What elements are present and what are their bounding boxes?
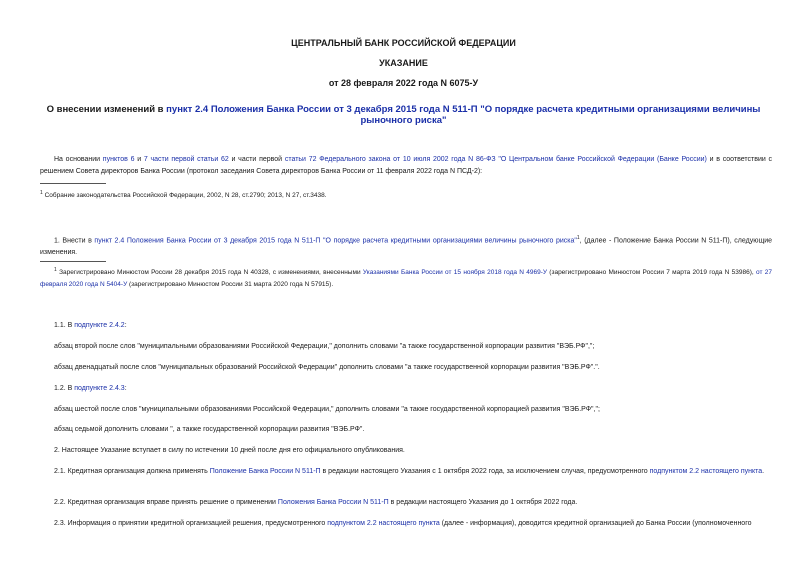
- item-2-1: [40, 466, 772, 478]
- link-subpoint-2-4-3[interactable]: подпункте 2.4.3: [74, 385, 125, 392]
- item-1-2-paragraph-a: абзац шестой после слов "муниципальными образованиями Российской Федерации," дополнить словами "а также государственной корпорацией развития "ВЭБ.РФ",";: [54, 406, 600, 413]
- document-date-heading: от 28 февраля 2022 года N 6075-У: [328, 78, 479, 88]
- item-1-2: [40, 383, 772, 395]
- link-regulation-511p-2[interactable]: Положения Банка России N 511-П: [277, 499, 389, 506]
- link-subpoint-2-4-2[interactable]: подпункте 2.4.2: [74, 322, 125, 329]
- item-2-1-text-1: 2.1. Кредитная организация должна применять: [54, 468, 210, 475]
- footnote-ref-1[interactable]: 1: [576, 235, 580, 241]
- footnote-divider-2: [40, 261, 106, 262]
- link-federal-law-86fz[interactable]: статьи 72 Федерального закона от 10 июля 2002 года N 86-ФЗ "О Центральном банке Российской Федерации (Банке России): [284, 156, 707, 163]
- link-article-62[interactable]: 7 части первой статьи 62: [143, 156, 229, 163]
- item-2-3: [40, 518, 772, 530]
- footnote-1: [40, 188, 327, 201]
- item-2: 2. Настоящее Указание вступает в силу по истечении 10 дней после дня его официального опубликования.: [54, 447, 405, 454]
- document-type-heading: УКАЗАНИЕ: [379, 58, 428, 68]
- preamble-paragraph: [40, 154, 772, 177]
- item-2-3-text-1: 2.3. Информация о принятии кредитной организацией решения, предусмотренного: [54, 520, 328, 527]
- item-1-2-text-1: 1.2. В: [54, 385, 75, 392]
- preamble-text-1: На основании: [54, 156, 103, 163]
- preamble-text-3: и части первой: [228, 156, 285, 163]
- footnote-1-text: Собрание законодательства Российской Федерации, 2002, N 28, ст.2790; 2013, N 27, ст.3438.: [42, 192, 327, 200]
- item-1-text-2: , (далее - Положение Банка России N 511-П), следующие изменения.: [40, 237, 773, 256]
- item-1-paragraph: [40, 233, 772, 258]
- item-2-2: [40, 497, 772, 509]
- item-2-1-text-3: .: [762, 468, 765, 475]
- footnote-2-mark: 1: [54, 267, 57, 273]
- link-subpoint-2-2[interactable]: подпунктом 2.2 настоящего пункта: [649, 468, 763, 475]
- footnote-2: [40, 265, 772, 290]
- link-regulation-511p[interactable]: Положение Банка России N 511-П: [209, 468, 321, 475]
- preamble-text-2: и: [134, 156, 144, 163]
- item-1-1-paragraph-b: абзац двенадцатый после слов "муниципальных образований Российской Федерации" дополнить словами "а также государственной корпорации развития "ВЭБ.РФ".".: [54, 364, 600, 371]
- item-2-2-text-1: 2.2. Кредитная организация вправе принять решение о применении: [54, 499, 278, 506]
- link-subpoint-2-2-b[interactable]: подпунктом 2.2 настоящего пункта: [327, 520, 440, 527]
- item-1-1-paragraph-a: абзац второй после слов "муниципальными образованиями Российской Федерации," дополнить словами "а также государственной корпорации развития "ВЭБ.РФ",";: [54, 343, 595, 350]
- item-2-1-text-2: в редакции настоящего Указания с 1 октября 2022 года, за исключением случая, предусмотренного: [320, 468, 650, 475]
- item-1-text-1: 1. Внести в: [54, 237, 95, 245]
- title-link[interactable]: пункт 2.4 Положения Банка России от 3 декабря 2015 года N 511-П "О порядке расчета кредитными организациями величины рыночного риска": [166, 104, 761, 126]
- item-2-3-text-2: (далее - информация), доводится кредитной организацией до Банка России (уполномоченного: [439, 520, 752, 527]
- item-1-2-text-2: :: [124, 385, 127, 392]
- item-1-1-text-1: 1.1. В: [54, 322, 75, 329]
- link-point-2-4[interactable]: пункт 2.4 Положения Банка России от 3 декабря 2015 года N 511-П "О порядке расчета кредитными организациями величины рыночного риска": [94, 237, 577, 245]
- issuer-heading: ЦЕНТРАЛЬНЫЙ БАНК РОССИЙСКОЙ ФЕДЕРАЦИИ: [291, 38, 516, 48]
- item-1-2-paragraph-b: абзац седьмой дополнить словами ", а также государственной корпорации развития "ВЭБ.РФ".: [54, 426, 365, 433]
- link-directive-4969u[interactable]: Указаниями Банка России от 15 ноября 2018 года N 4969-У: [362, 269, 548, 277]
- footnote-1-mark: 1: [40, 190, 43, 196]
- link-directive-5404u[interactable]: от 27 февраля 2020 года N 5404-У: [40, 269, 772, 288]
- item-2-2-text-2: в редакции настоящего Указания до 1 октября 2022 года.: [388, 499, 578, 506]
- preamble-text-4: и в соответствии с решением Совета директоров Банка России (протокол заседания Совета директоров Банка России от 11 февраля 2022 года N ПСД-2):: [40, 156, 773, 175]
- item-1-1-text-2: :: [124, 322, 127, 329]
- footnote-2-text-3: (зарегистрировано Минюстом России 31 марта 2020 года N 57915).: [127, 280, 334, 288]
- footnote-2-text-2: (зарегистрировано Минюстом России 7 марта 2019 года N 53986),: [547, 269, 757, 277]
- footnote-2-text-1: Зарегистрировано Минюстом России 28 декабря 2015 года N 40328, с изменениями, внесенными: [56, 269, 363, 277]
- title-prefix: О внесении изменений в: [46, 104, 167, 115]
- link-points-6[interactable]: пунктов 6: [102, 156, 135, 163]
- footnote-divider-1: [40, 183, 106, 184]
- item-1-1: [40, 320, 772, 332]
- document-title: [40, 104, 767, 126]
